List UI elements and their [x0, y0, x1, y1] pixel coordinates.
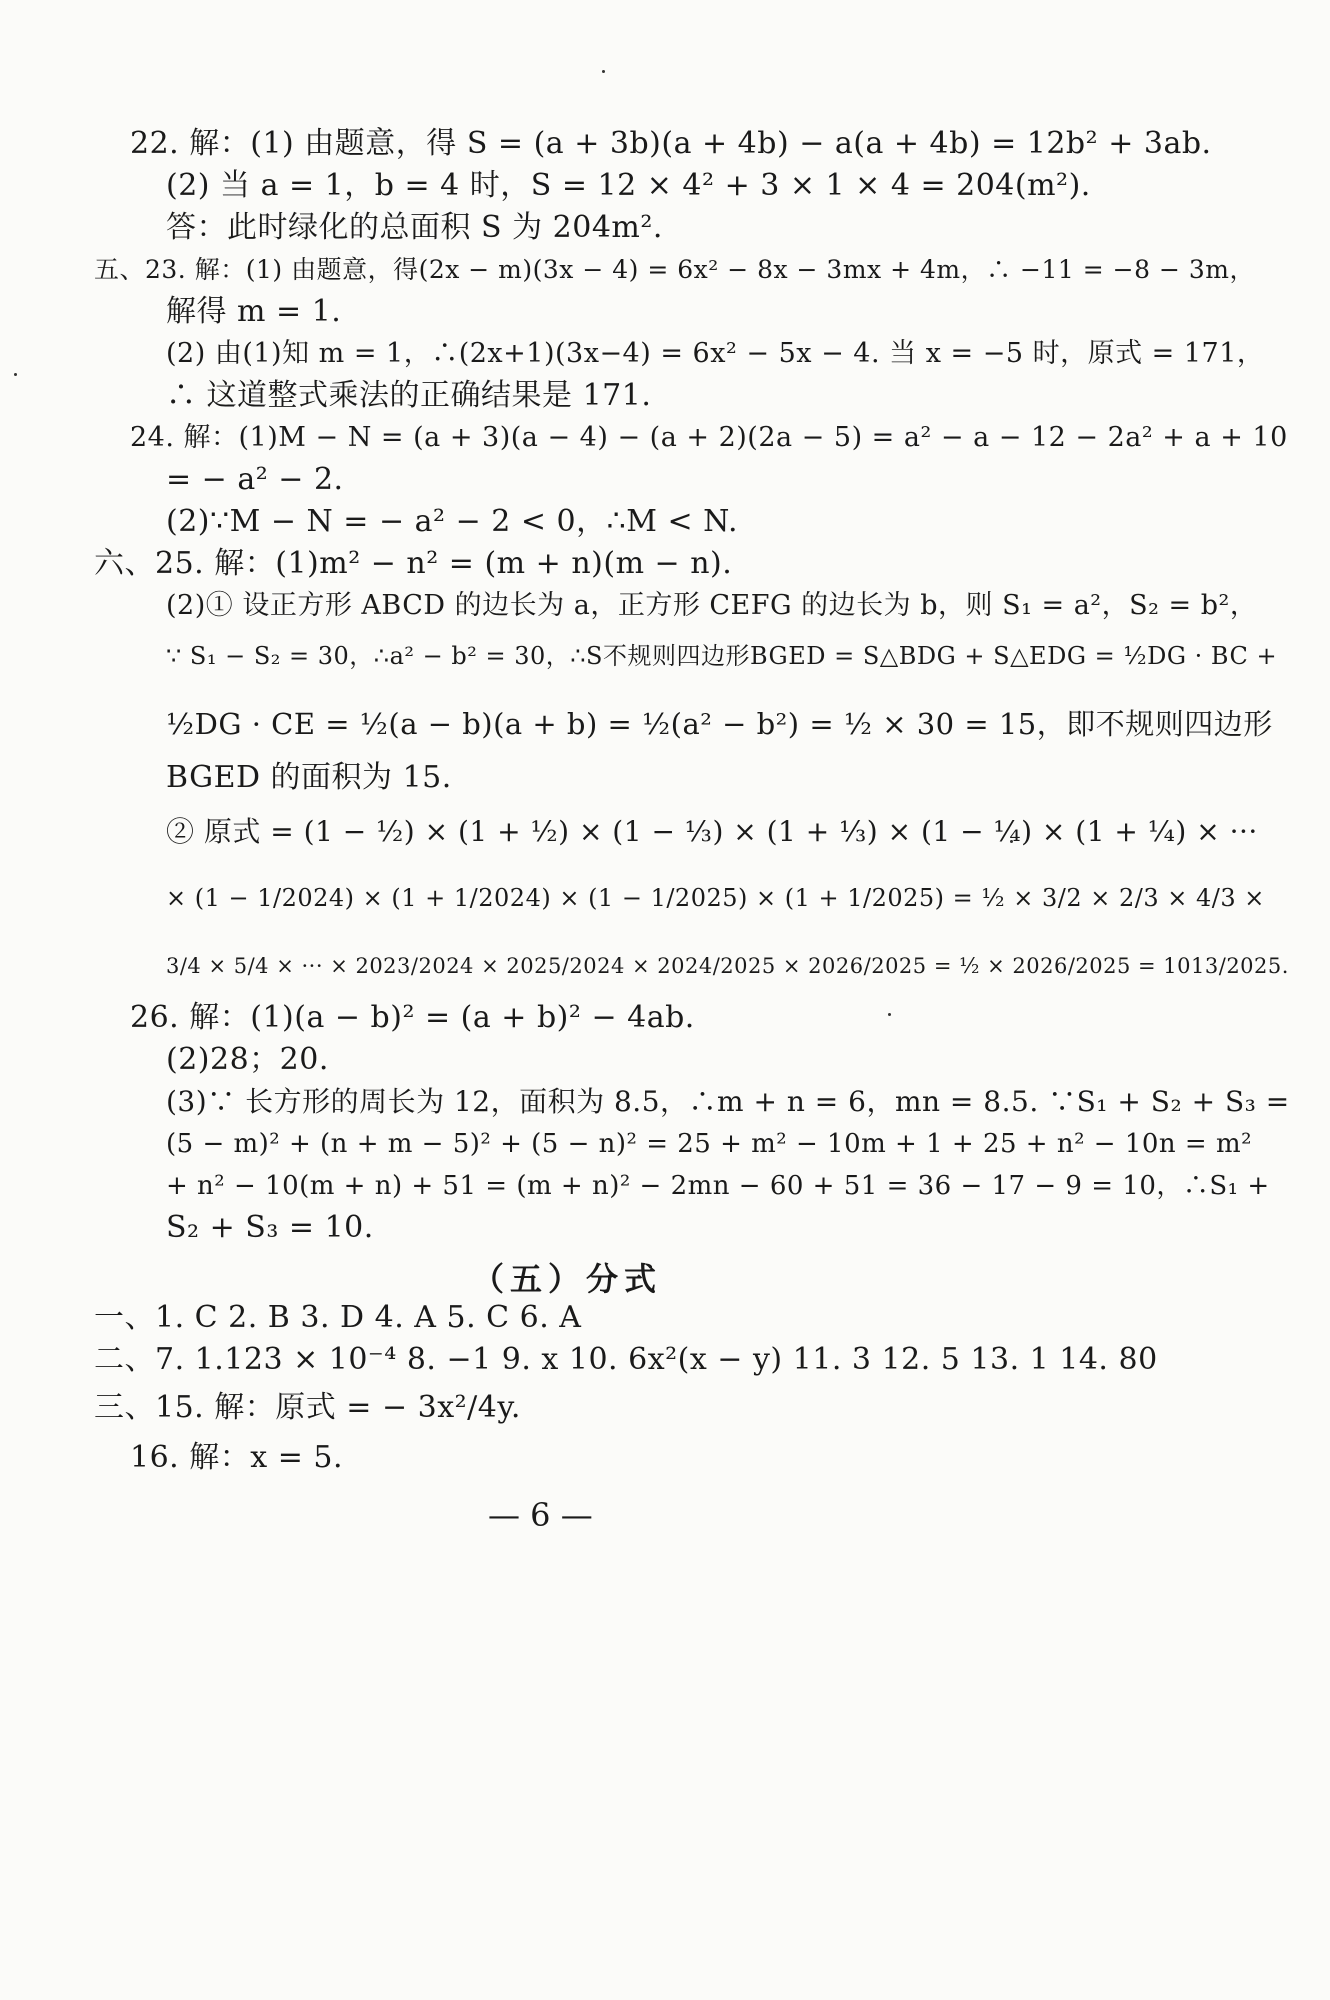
answer-line: 3/4 × 5/4 × ··· × 2023/2024 × 2025/2024 × 2024/2025 × 2026/2025 = ½ × 2026/2025 = 1013/2025. — [166, 954, 1289, 978]
answer-line: 六、25. 解：(1)m² − n² = (m + n)(m − n). — [94, 546, 733, 581]
scan-speck — [14, 373, 17, 376]
answer-line: + n² − 10(m + n) + 51 = (m + n)² − 2mn − 60 + 51 = 36 − 17 − 9 = 10，∴S₁ + — [166, 1171, 1270, 1201]
scan-speck — [888, 1013, 891, 1016]
answer-line: 一、1. C 2. B 3. D 4. A 5. C 6. A — [94, 1300, 582, 1335]
answer-line: (2) 当 a = 1，b = 4 时，S = 12 × 4² + 3 × 1 × 4 = 204(m²). — [166, 168, 1091, 203]
section-heading: （五）分式 — [472, 1260, 663, 1298]
answer-line: 22. 解：(1) 由题意，得 S = (a + 3b)(a + 4b) − a(a + 4b) = 12b² + 3ab. — [130, 126, 1212, 161]
answer-line: ∵ S₁ − S₂ = 30，∴a² − b² = 30，∴S不规则四边形BGED = S△BDG + S△EDG = ½DG · BC + — [166, 642, 1278, 670]
answer-line: 26. 解：(1)(a − b)² = (a + b)² − 4ab. — [130, 1000, 695, 1035]
answer-line: S₂ + S₃ = 10. — [166, 1210, 374, 1245]
page-number: — 6 — — [488, 1496, 593, 1534]
answer-line: 24. 解：(1)M − N = (a + 3)(a − 4) − (a + 2)(2a − 5) = a² − a − 12 − 2a² + a + 10 — [130, 422, 1288, 453]
answer-line: ∴ 这道整式乘法的正确结果是 171. — [166, 378, 652, 413]
answer-line: (2)① 设正方形 ABCD 的边长为 a，正方形 CEFG 的边长为 b，则 S₁ = a²，S₂ = b²， — [166, 590, 1258, 621]
answer-line: (2)∵M − N = − a² − 2 < 0，∴M < N. — [166, 504, 739, 539]
answer-line: (2)28；20. — [166, 1042, 329, 1077]
answer-line: 二、7. 1.123 × 10⁻⁴ 8. −1 9. x 10. 6x²(x − y) 11. 3 12. 5 13. 1 14. 80 — [94, 1342, 1158, 1377]
answer-line: ② 原式 = (1 − ½) × (1 + ½) × (1 − ⅓) × (1 + ⅓) × (1 − ¼) × (1 + ¼) × ··· — [166, 815, 1258, 848]
scan-speck — [602, 70, 605, 73]
answer-line: (3)∵ 长方形的周长为 12，面积为 8.5，∴m + n = 6，mn = 8.5. ∵S₁ + S₂ + S₃ = — [166, 1085, 1290, 1118]
answer-line: 16. 解：x = 5. — [130, 1440, 343, 1475]
answer-line: BGED 的面积为 15. — [166, 760, 452, 795]
answer-line: 三、15. 解：原式 = − 3x²/4y. — [94, 1390, 521, 1425]
answer-line: 解得 m = 1. — [166, 294, 342, 329]
answer-line: × (1 − 1/2024) × (1 + 1/2024) × (1 − 1/2025) × (1 + 1/2025) = ½ × 3/2 × 2/3 × 4/3 × — [166, 884, 1265, 912]
answer-line: ½DG · CE = ½(a − b)(a + b) = ½(a² − b²) = ½ × 30 = 15，即不规则四边形 — [166, 707, 1273, 741]
answer-line: 答：此时绿化的总面积 S 为 204m². — [166, 210, 663, 245]
answer-line: (5 − m)² + (n + m − 5)² + (5 − n)² = 25 + m² − 10m + 1 + 25 + n² − 10n = m² — [166, 1129, 1253, 1159]
answer-line: 五、23. 解：(1) 由题意，得(2x − m)(3x − 4) = 6x² − 8x − 3mx + 4m，∴ −11 = −8 − 3m， — [94, 255, 1255, 284]
answer-line: (2) 由(1)知 m = 1，∴(2x+1)(3x−4) = 6x² − 5x − 4. 当 x = −5 时，原式 = 171， — [166, 338, 1265, 369]
answer-line: = − a² − 2. — [166, 462, 344, 497]
